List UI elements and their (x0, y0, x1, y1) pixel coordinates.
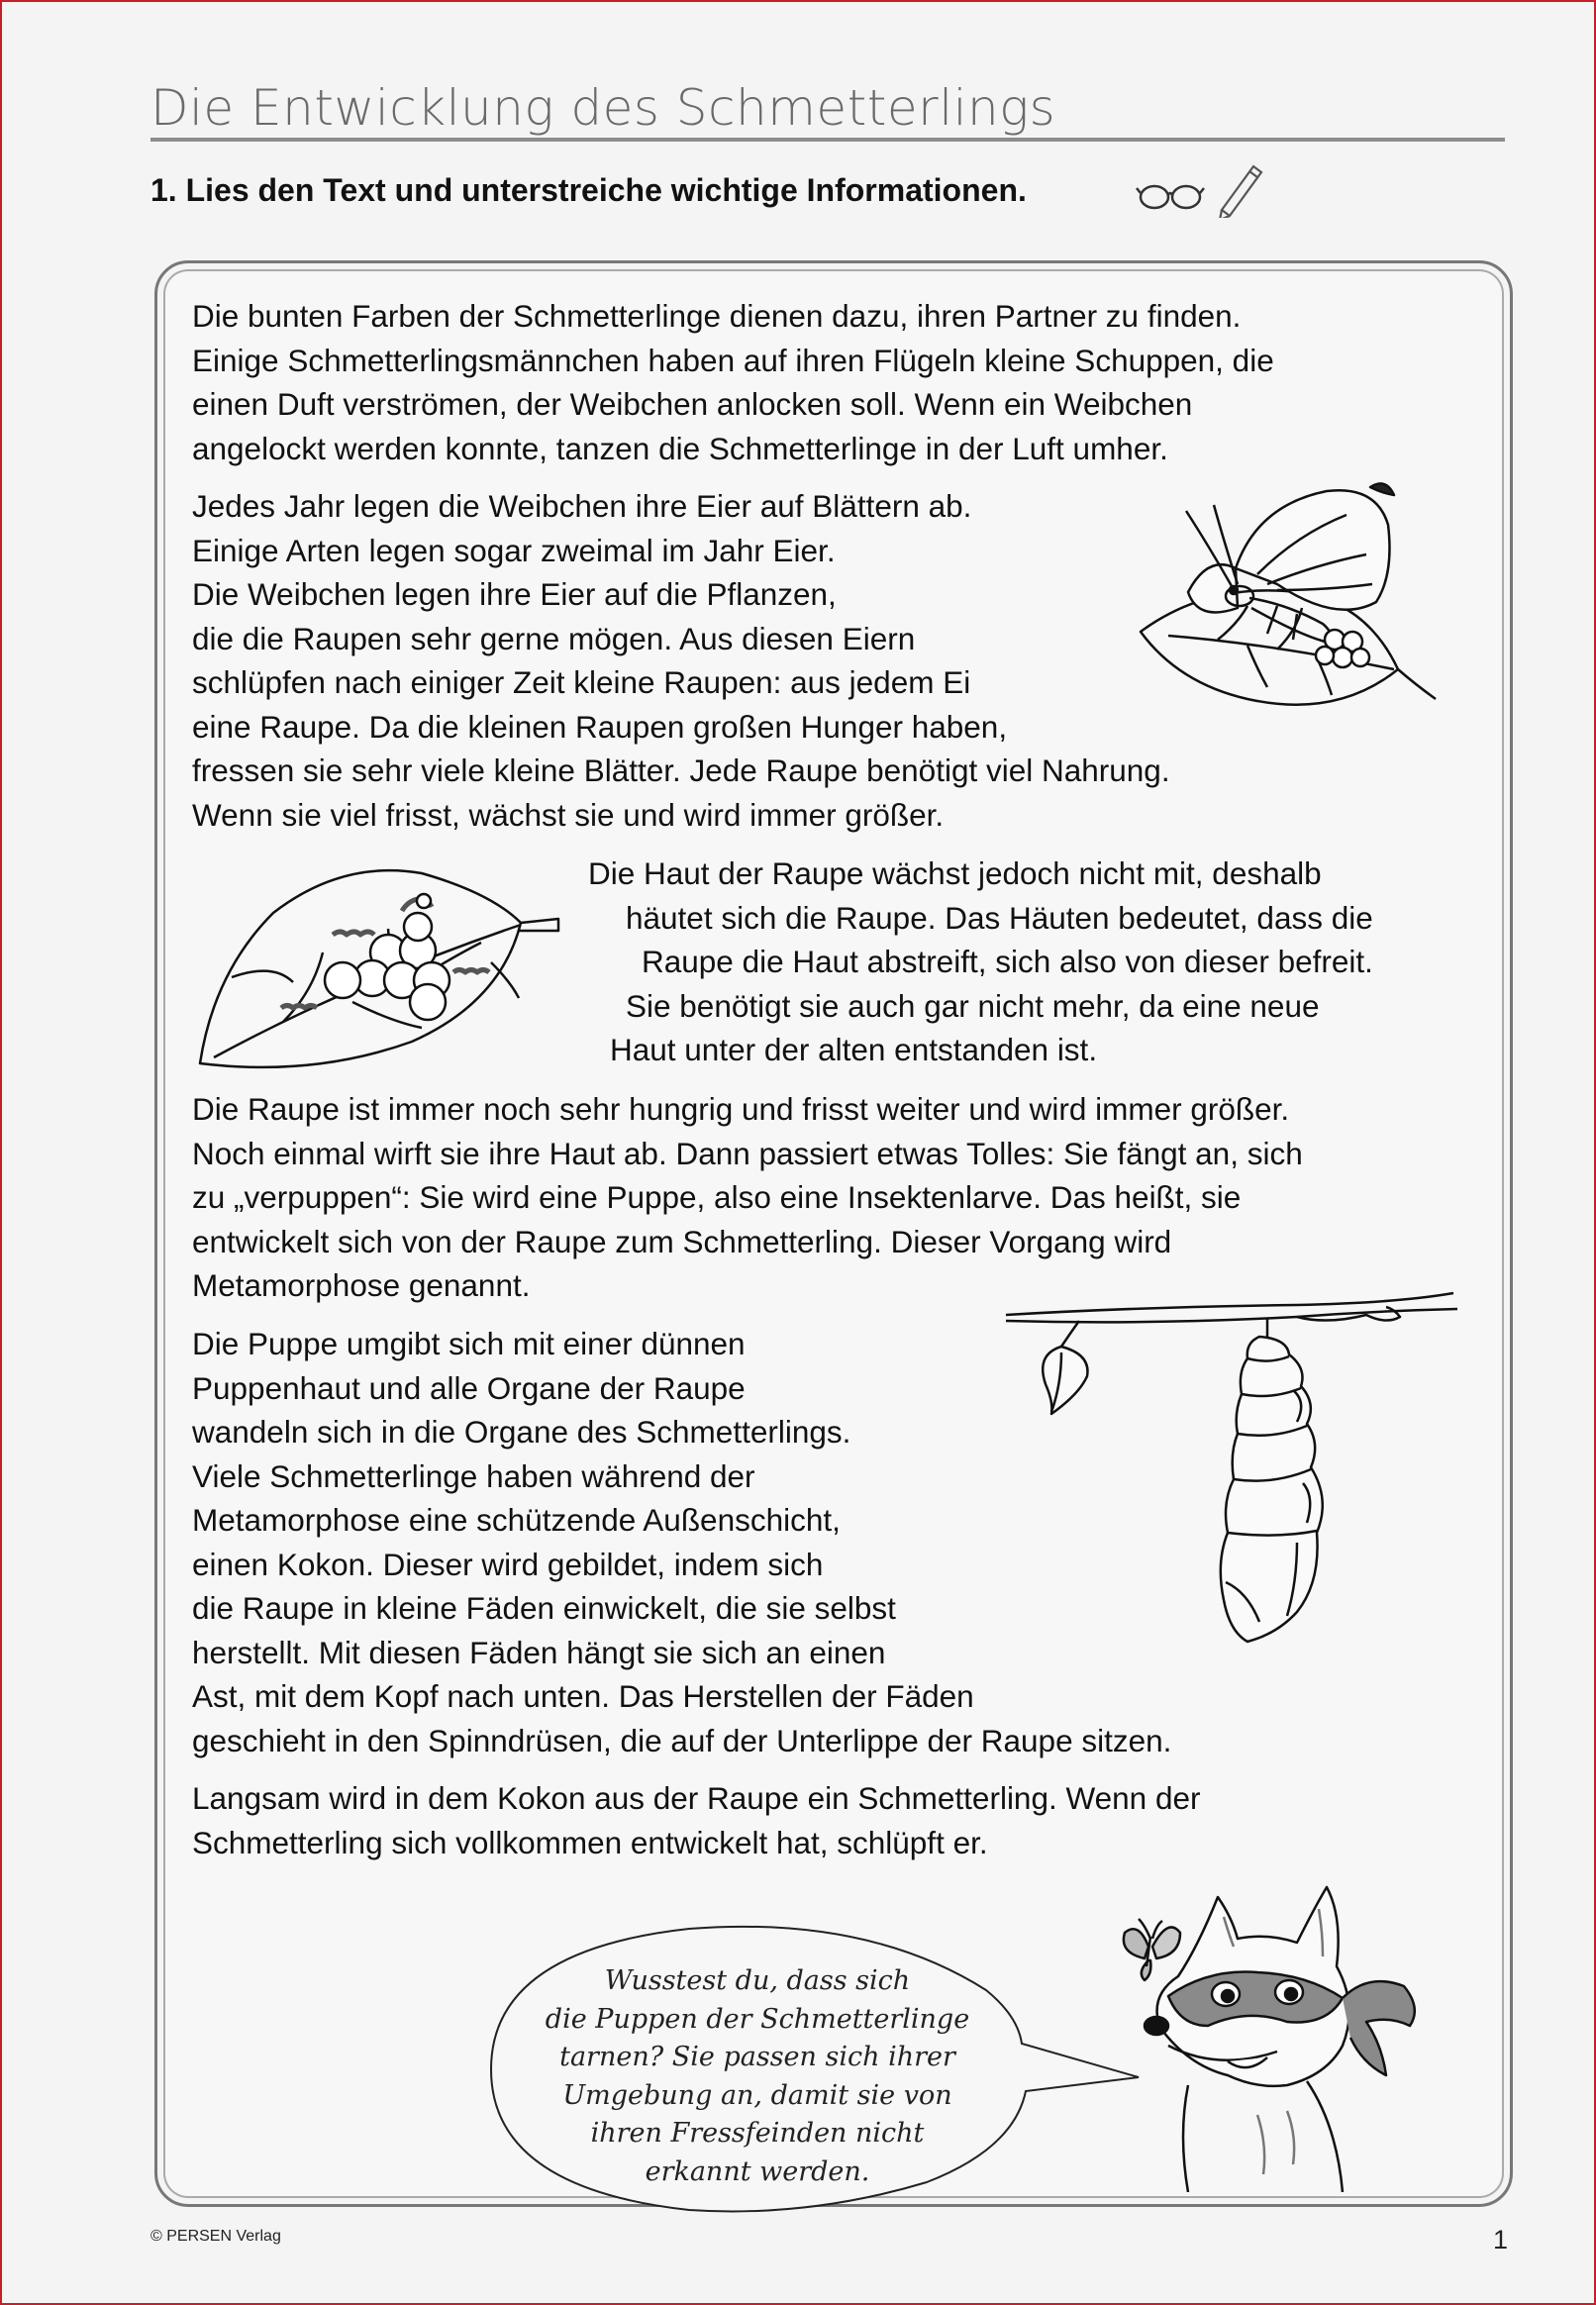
page-title: Die Entwicklung des Schmetterlings (150, 79, 1056, 137)
raccoon-mascot-illustration (1109, 1877, 1436, 2192)
paragraph-pupation: Die Raupe ist immer noch sehr hungrig und frisst weiter und wird immer größer. Noch einmal wirft sie ihre Haut ab. Dann passiert etwas Tolles: Sie fängt an, sich zu „verpuppen“: Sie wird eine Puppe, also eine Insektenlarve. Das heißt, sie entwickelt sich von der Raupe zum Schmetterling. Dieser Vorgang wird Metamorphose genannt. (192, 1091, 1303, 1303)
paragraph-eggs: Jedes Jahr legen die Weibchen ihre Eier auf Blättern ab. Einige Arten legen sogar zweimal im Jahr Eier. Die Weibchen legen ihre Eier auf die Pflanzen, die die Raupen sehr gerne mögen. Aus diesen Eiern schlüpfen nach einiger Zeit kleine Raupen: aus jedem Ei eine Raupe. Da die kleinen Raupen großen Hunger haben, fressen sie sehr viele kleine Blätter. Jede Raupe benötigt viel Nahrung. Wenn sie viel frisst, wächst sie und wird immer größer. (192, 488, 1170, 833)
copyright-notice: © PERSEN Verlag (150, 2228, 281, 2245)
paragraph-hatching: Langsam wird in dem Kokon aus der Raupe ein Schmetterling. Wenn der Schmetterling sich vollkommen entwickelt hat, schlüpft er. (192, 1780, 1201, 1860)
speech-bubble-text: Wusstest du, dass sich die Puppen der Schmetterlinge tarnen? Sie passen sich ihrer Umgebung an, damit sie von ihren Fressfeinden nicht erkannt werden. (545, 1965, 970, 2187)
paragraph-cocoon: Die Puppe umgibt sich mit einer dünnen Puppenhaut und alle Organe der Raupe wandeln sich in die Organe des Schmetterlings. Viele Schmetterlinge haben während der Metamorphose eine schützende Außenschicht, einen Kokon. Dieser wird gebildet, indem sich die Raupe in kleine Fäden einwickelt, die sie selbst herstellt. Mit diesen Fäden hängt sie sich an einen Ast, mit dem Kopf nach unten. Das Herstellen der Fäden geschieht in den Spinndrüsen, die auf der Unterlippe der Raupe sitzen. (192, 1326, 1172, 1758)
paragraph-partner-search: Die bunten Farben der Schmetterlinge dienen dazu, ihren Partner zu finden. Einige Schmetterlingsmännchen haben auf ihren Flügeln kleine Schuppen, die einen Duft verströmen, der Weibchen anlocken soll. Wenn ein Weibchen angelockt werden konnte, tanzen die Schmetterlinge in der Luft umher. (192, 298, 1274, 466)
pencil-icon (1220, 166, 1261, 218)
glasses-icon (1137, 186, 1204, 208)
paragraph-molting: Die Haut der Raupe wächst jedoch nicht mit, deshalb häutet sich die Raupe. Das Häuten bedeutet, dass die Raupe die Haut abstreift, sich also von dieser befreit. Sie benötigt sie auch gar nicht mehr, da eine neue Haut unter der alten entstanden ist. (588, 855, 1373, 1067)
butterfly-on-leaf-illustration (1129, 475, 1446, 733)
page-number: 1 (1493, 2225, 1509, 2255)
butterfly-icon (1124, 1919, 1180, 1980)
title-underline (150, 138, 1505, 142)
cocoon-on-branch-illustration (1000, 1285, 1465, 1671)
task-instruction: 1. Lies den Text und unterstreiche wichtige Informationen. (150, 172, 1027, 208)
caterpillars-on-leaf-illustration (194, 853, 562, 1073)
task-icons (1135, 158, 1273, 223)
